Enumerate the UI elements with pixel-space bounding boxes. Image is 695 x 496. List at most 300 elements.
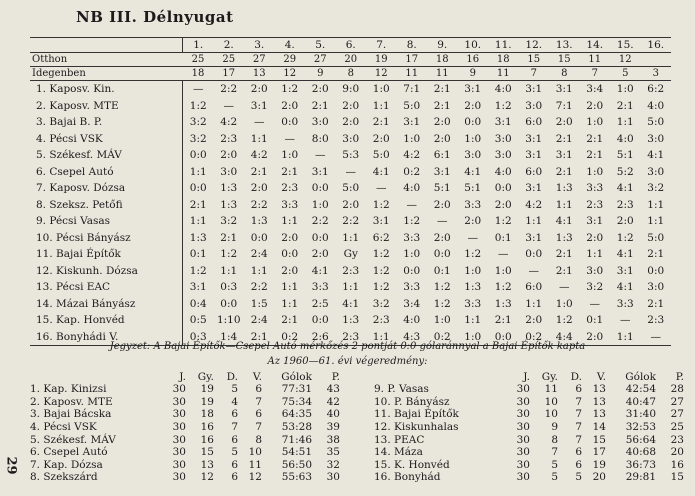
result-cell: 4:0 [403,314,421,327]
standing-p: 32 [326,458,340,471]
result-cell: 1:0 [403,248,421,261]
list-item [30,421,340,434]
table-row [30,213,671,230]
home-points: 15 [519,53,550,67]
list-item [30,383,340,396]
result-cell: 0:0 [647,264,665,277]
result-cell: 2:3 [586,198,604,211]
standing-d: 4 [231,395,238,408]
result-cell: 1:2 [372,248,390,261]
result-cell: 0:2 [275,329,306,346]
result-cell: 1:1 [183,213,214,230]
result-cell: 1:0 [281,149,299,162]
result-cell: 4:0 [488,81,519,98]
standing-p: 35 [326,446,340,459]
result-cell: 3:1 [525,182,543,195]
standing-p: 25 [670,421,684,434]
result-cell: 1:0 [433,314,451,327]
list-item [30,459,340,472]
team-name: 6. Csepel Autó [36,165,114,178]
standing-gy: 13 [200,458,214,471]
standing-v: 6 [255,408,262,421]
result-cell: 9:0 [336,81,367,98]
standing-d: 7 [575,421,582,434]
result-cell: 7:1 [555,99,573,112]
result-cell: 2:1 [647,248,665,261]
result-cell: 1:0 [610,81,641,98]
final-header-row [30,371,340,383]
standing-d: 7 [231,421,238,434]
result-cell: 0:2 [427,329,458,346]
standing-v: 7 [255,421,262,434]
standing-d: 5 [575,471,582,484]
standing-j: 30 [172,383,186,396]
team-name: 12. Kiskunh. Dózsa [36,264,138,277]
standing-v: 7 [255,395,262,408]
result-cell: 1:3 [220,182,238,195]
result-cell: 2:1 [586,149,604,162]
result-cell: 5:1 [616,149,634,162]
result-cell: 2:0 [555,116,573,129]
result-cell: 2:2 [311,215,329,228]
result-cell: 5:0 [372,149,390,162]
final-header: Gólok [625,371,656,383]
result-cell: 1:1 [647,215,665,228]
standing-d: 7 [575,395,582,408]
result-cell: 0:0 [281,248,299,261]
result-cell: 3:3 [403,231,421,244]
result-cell: 2:0 [586,231,604,244]
result-cell: 6:0 [525,281,543,294]
result-cell: 1:0 [311,198,329,211]
final-header: Gólok [281,371,312,383]
result-cell: — [589,297,600,310]
standing-g: 64:35 [281,408,312,421]
result-cell: 3:1 [525,149,543,162]
standing-gy: 9 [551,421,558,434]
final-header: Gy. [541,371,558,383]
result-cell: — [345,165,356,178]
result-cell: — [223,99,234,112]
result-cell: 1:1 [464,314,482,327]
result-cell: 2:3 [281,182,299,195]
result-cell: 1:3 [342,314,360,327]
standing-j: 30 [516,458,530,471]
standing-j: 30 [172,446,186,459]
standing-name: 14. Máza [374,446,423,459]
standing-name: 5. Székesf. MÁV [30,433,116,446]
result-cell: 2:1 [250,165,268,178]
result-cell: 2:2 [342,215,360,228]
standing-p: 43 [326,383,340,396]
standing-v: 8 [255,433,262,446]
result-cell: 2:0 [464,99,482,112]
standing-gy: 5 [551,471,558,484]
result-cell: 3:0 [647,165,665,178]
result-cell: 1:0 [494,264,512,277]
table-row [30,197,671,214]
away-points: 8 [336,67,367,81]
result-cell: 3:2 [220,215,238,228]
result-cell: 4:1 [616,281,634,294]
result-cell: 3:3 [311,281,329,294]
standing-p: 16 [670,458,684,471]
result-cell: 2:1 [220,231,238,244]
standing-p: 40 [326,408,340,421]
home-points: 12 [610,53,641,67]
result-cell: 1:2 [372,281,390,294]
standing-g: 31:40 [625,408,656,421]
list-item [30,433,340,446]
result-cell: 5:0 [403,99,421,112]
standing-g: 54:51 [281,446,312,459]
home-points: 18 [427,53,458,67]
result-cell: 0:0 [488,329,519,346]
result-cell: 3:2 [586,281,604,294]
result-cell: 0:0 [183,180,214,197]
standing-gy: 15 [200,446,214,459]
away-points: 8 [549,67,580,81]
list-item [374,408,684,421]
result-cell: 2:0 [250,182,268,195]
result-cell: 1:1 [555,198,573,211]
final-header: J. [523,371,530,383]
home-points: 25 [183,53,214,67]
result-cell: 4:4 [549,329,580,346]
result-cell: 1:1 [281,215,299,228]
standing-d: 7 [575,433,582,446]
result-cell: 2:0 [464,215,482,228]
result-cell: 2:4 [250,314,268,327]
result-cell: 3:1 [586,215,604,228]
away-points: 11 [397,67,428,81]
table-row [30,147,671,164]
result-cell: 2:6 [305,329,336,346]
result-cell: 3:0 [647,281,665,294]
standing-d: 6 [231,408,238,421]
result-cell: 2:0 [616,215,634,228]
home-points: 16 [458,53,489,67]
result-cell: — [406,198,417,211]
standing-j: 30 [172,471,186,484]
table-row [30,312,671,329]
result-cell: 1:1 [250,132,268,145]
team-name: 11. Bajai Építők [36,248,121,261]
result-cell: — [559,281,570,294]
standing-j: 30 [516,471,530,484]
list-item [374,433,684,446]
header-spacer [30,38,183,53]
standing-name: 3. Bajai Bácska [30,408,112,421]
result-cell: 3:3 [464,198,482,211]
result-cell: 3:3 [464,297,482,310]
standing-gy: 5 [551,458,558,471]
away-points: 13 [244,67,275,81]
result-cell: 0:0 [183,147,214,164]
result-cell: 0:0 [311,314,329,327]
result-cell: 1:2 [433,297,451,310]
result-cell: 3:0 [647,132,665,145]
result-cell: 0:1 [433,264,451,277]
home-points: 27 [244,53,275,67]
result-cell: 2:0 [433,231,451,244]
column-number: 15. [610,38,641,53]
result-cell: 0:2 [519,329,550,346]
standing-d: 5 [231,446,238,459]
result-cell: 4:2 [250,149,268,162]
standing-g: 56:50 [281,458,312,471]
result-cell: 1:2 [494,281,512,294]
standing-d: 6 [231,471,238,484]
away-points: 5 [610,67,641,81]
result-cell: 2:0 [433,198,451,211]
list-item [30,446,340,459]
result-cell: 1:2 [433,281,451,294]
standing-name: 16. Bonyhád [374,471,441,484]
result-cell: — [254,116,265,129]
result-cell: 4:3 [397,329,428,346]
result-cell: 0:0 [403,264,421,277]
standing-v: 19 [592,458,606,471]
result-cell: 6:0 [525,165,543,178]
standing-name: 2. Kaposv. MTE [30,395,113,408]
footnote: Jegyzet: A Bajai Építők—Csepel Autó mérkőzés 2 pontját 0:0 gólaránnyal a Bajai Építők kapta [109,341,586,352]
standing-gy: 12 [200,471,214,484]
result-cell: 2:1 [427,81,458,98]
final-header: V. [596,371,606,383]
result-cell: 2:1 [372,116,390,129]
table-row [30,114,671,131]
table-row [30,81,671,98]
column-number: 2. [214,38,245,53]
final-header: D. [226,371,238,383]
result-cell: 2:3 [220,132,238,145]
result-cell: — [467,231,478,244]
result-cell: 3:0 [342,132,360,145]
table-row [30,230,671,247]
result-cell: — [437,215,448,228]
result-cell: 3:0 [220,165,238,178]
result-cell: 3:1 [519,81,550,98]
result-cell: 2:1 [586,132,604,145]
result-cell: 2:0 [281,264,299,277]
result-cell: 5:1 [433,182,451,195]
column-number: 11. [488,38,519,53]
standing-j: 30 [516,383,530,396]
standing-name: 9. P. Vasas [374,383,429,396]
column-number: 9. [427,38,458,53]
final-header: P. [331,371,340,383]
standing-name: 11. Bajai Építők [374,408,459,421]
table-row [30,246,671,263]
list-item [374,471,684,484]
column-number: 3. [244,38,275,53]
result-cell: 0:4 [183,296,214,313]
result-cell: 5:3 [342,149,360,162]
standing-j: 30 [516,446,530,459]
result-cell: — [641,329,672,346]
standing-j: 30 [516,408,530,421]
result-cell: 3:3 [616,297,634,310]
home-points: 20 [336,53,367,67]
final-standings-title: Az 1960—61. évi végeredmény: [267,356,428,367]
result-cell: 5:0 [647,116,665,129]
list-item [30,471,340,484]
result-cell: 1:2 [616,231,634,244]
column-number: 13. [549,38,580,53]
result-cell: 5:2 [616,165,634,178]
result-cell: 2:1 [494,314,512,327]
result-cell: 3:1 [403,116,421,129]
team-name: 9. Pécsi Vasas [36,215,111,228]
final-header: P. [675,371,684,383]
team-name: 10. Pécsi Bányász [36,231,131,244]
away-points: 9 [458,67,489,81]
standing-name: 6. Csepel Autó [30,446,108,459]
standing-gy: 19 [200,395,214,408]
result-cell: 3:0 [525,99,543,112]
home-points: 15 [549,53,580,67]
standing-v: 10 [248,446,262,459]
standing-g: 77:31 [281,383,312,396]
column-number: 16. [641,38,672,53]
result-cell: 2:1 [311,99,329,112]
result-cell: 3:1 [525,132,543,145]
standing-g: 36:73 [625,458,656,471]
standing-name: 8. Szekszárd [30,471,98,484]
result-cell: 1:2 [372,198,390,211]
away-points: 3 [641,67,672,81]
list-item [374,459,684,472]
team-name: 4. Pécsi VSK [36,132,103,145]
result-cell: 3:0 [494,149,512,162]
standing-v: 6 [255,383,262,396]
column-number: 8. [397,38,428,53]
away-points: 11 [427,67,458,81]
final-header: Gy. [197,371,214,383]
result-cell: 2:0 [586,99,604,112]
result-cell: 2:2 [250,281,268,294]
away-points-row [30,67,671,81]
result-cell: 0:0 [494,182,512,195]
standing-p: 28 [670,383,684,396]
standing-g: 56:64 [625,433,656,446]
result-cell: 2:0 [342,116,360,129]
result-cell: 1:1 [342,281,360,294]
table-row [30,98,671,115]
standing-p: 27 [670,395,684,408]
result-cell: 6:2 [372,231,390,244]
standing-gy: 18 [200,408,214,421]
final-standings-left [30,371,340,484]
result-cell: 1:2 [464,248,482,261]
result-cell: 1:2 [555,314,573,327]
result-cell: Gy [343,248,358,261]
result-cell: 1:0 [458,329,489,346]
standing-g: 29:81 [625,471,656,484]
standing-d: 5 [231,383,238,396]
result-cell: 1:0 [403,132,421,145]
result-cell: 7:1 [397,81,428,98]
list-item [374,383,684,396]
list-item [30,408,340,421]
result-cell: 2:1 [433,99,451,112]
result-cell: 2:3 [647,314,665,327]
standing-d: 6 [575,458,582,471]
result-cell: 2:0 [580,329,611,346]
standing-p: 15 [670,471,684,484]
result-cell: 3:1 [555,149,573,162]
result-cell: 1:2 [403,215,421,228]
standing-g: 75:34 [281,395,312,408]
standing-gy: 16 [200,421,214,434]
result-cell: 4:1 [372,165,390,178]
result-cell: 2:2 [250,198,268,211]
result-cell: 6:1 [433,149,451,162]
result-cell: 4:0 [647,99,665,112]
standing-g: 53:28 [281,421,312,434]
result-cell: 2:1 [183,197,214,214]
standing-v: 13 [592,408,606,421]
standing-j: 30 [172,395,186,408]
result-cell: 4:2 [525,198,543,211]
result-cell: 2:1 [555,264,573,277]
result-cell: 1:1 [525,297,543,310]
standing-name: 10. P. Bányász [374,395,450,408]
result-cell: 1:1 [610,329,641,346]
result-cell: 1:3 [494,297,512,310]
result-cell: 3:0 [586,264,604,277]
result-cell: 2:3 [616,198,634,211]
column-number: 5. [305,38,336,53]
column-number: 1. [183,38,214,53]
away-points: 11 [488,67,519,81]
result-cell: 2:1 [244,329,275,346]
result-cell: — [183,81,214,98]
standing-p: 20 [670,446,684,459]
result-cell: 3:3 [281,198,299,211]
standing-p: 23 [670,433,684,446]
away-points: 12 [366,67,397,81]
result-cell: 3:2 [183,131,214,148]
result-cell: 0:1 [494,231,512,244]
table-row [30,131,671,148]
result-cell: 4:1 [464,165,482,178]
result-cell: 1:2 [494,99,512,112]
result-cell: 5:0 [342,182,360,195]
result-cell: 2:3 [336,329,367,346]
result-cell: 4:2 [220,116,238,129]
result-cell: 4:1 [555,215,573,228]
result-cell: 0:2 [403,165,421,178]
result-cell: 3:1 [458,81,489,98]
page-title: NB III. Délnyugat [76,8,234,26]
result-cell: — [376,182,387,195]
result-cell: 2:1 [647,297,665,310]
standing-g: 42:54 [625,383,656,396]
list-item [374,421,684,434]
header-spacer [30,371,160,383]
result-cell: 3:1 [183,279,214,296]
result-cell: 1:10 [216,314,241,327]
result-cell: — [284,132,295,145]
result-cell: 1:1 [586,248,604,261]
table-row [30,279,671,296]
standing-j: 30 [172,458,186,471]
final-header: D. [570,371,582,383]
home-label: Otthon [30,53,183,67]
result-cell: 2:0 [244,81,275,98]
